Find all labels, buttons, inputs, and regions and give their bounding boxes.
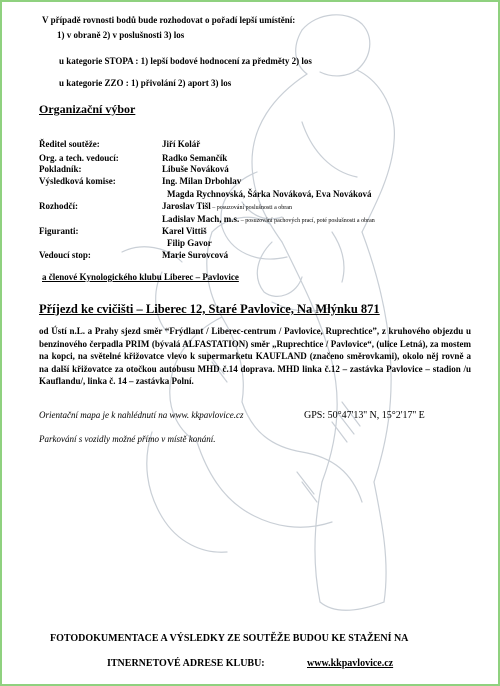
committee-name-with-note — [162, 201, 292, 211]
results-download-notice: FOTODOKUMENTACE A VÝSLEDKY ZE SOUTĚŽE BUDOU KE STAŽENÍ NA — [50, 633, 409, 644]
committee-name: Magda Rychnovská, Šárka Nováková, Eva Nováková — [167, 189, 372, 199]
tiebreak-order-text: 1) v obraně 2) v poslušnosti 3) los — [57, 30, 185, 40]
committee-role: Výsledková komise: — [39, 176, 116, 186]
directions-paragraph: od Ústí n.L. a Prahy sjezd směr “Frýdlant / Liberec-centrum / Pavlovice, Ruprechtice”, z kruhového objezdu u benzinového čerpadla PRIM (bývalá ALFASTATION) směr „Ruprechtice / Pavlovice“, (ulice Letná), za mostem na kopci, na světelné křižovatce vlevo k supermarketu KAUFLAND (značeno směrovkami), okolo něj rovně a na další křižovatce za otočkou autobusu MHD č.14 doprava. MHD linka č.12 – zastávka Pavlovice – stadion /u Kauflandu/, linka č. 14 – zastávka Polní. — [39, 326, 471, 386]
club-members-text: a členové Kynologického klubu Liberec – Pavlovice — [42, 272, 239, 282]
map-note: Orientační mapa je k nahlédnutí na www. kkpavlovice.cz — [39, 410, 244, 420]
tiebreak-zzo-text: u kategorie ZZO : 1) přivolání 2) aport 3) los — [59, 78, 232, 88]
committee-note: – posuzování poslušnosti a obran — [210, 205, 292, 211]
committee-role: Vedoucí stop: — [39, 250, 91, 260]
committee-role: Rozhodčí: — [39, 201, 78, 211]
committee-name: Jaroslav Tišl — [162, 201, 211, 211]
committee-role: Pokladník: — [39, 164, 82, 174]
club-address-label: ITNERNETOVÉ ADRESE KLUBU: — [107, 658, 265, 669]
tiebreak-intro-text: V případě rovnosti bodů bude rozhodovat o pořadí lepší umístění: — [42, 15, 296, 25]
tiebreak-stopa-text: u kategorie STOPA : 1) lepší bodové hodnocení za předměty 2) los — [59, 56, 312, 66]
arrival-heading: Příjezd ke cvičišti – Liberec 12, Staré Pavlovice, Na Mlýnku 871 — [39, 302, 380, 316]
committee-name: Karel Vittiš — [162, 226, 207, 236]
club-website-link[interactable]: www.kkpavlovice.cz — [307, 658, 394, 669]
committee-name: Radko Semančík — [162, 153, 228, 163]
parking-note: Parkování s vozidly možné přímo v místě konání. — [39, 434, 216, 444]
gps-coordinates: GPS: 50°47'13'' N, 15°2'17'' E — [304, 410, 425, 421]
committee-name: Ladislav Mach, m.s. — [162, 214, 240, 224]
committee-name: Libuše Nováková — [162, 164, 229, 174]
committee-name: Filip Gavor — [167, 238, 212, 248]
committee-name-with-note — [162, 214, 375, 224]
committee-name: Marie Surovcová — [162, 250, 229, 260]
committee-role: Org. a tech. vedoucí: — [39, 153, 119, 163]
committee-role: Ředitel soutěže: — [39, 139, 100, 149]
committee-heading: Organizační výbor — [39, 102, 136, 116]
committee-role: Figuranti: — [39, 226, 79, 236]
committee-note: – posuzování pachových prací, poté poslušnosti a obran — [239, 218, 375, 224]
committee-name: Ing. Milan Drbohlav — [162, 176, 242, 186]
committee-name: Jiří Kolář — [162, 139, 201, 149]
